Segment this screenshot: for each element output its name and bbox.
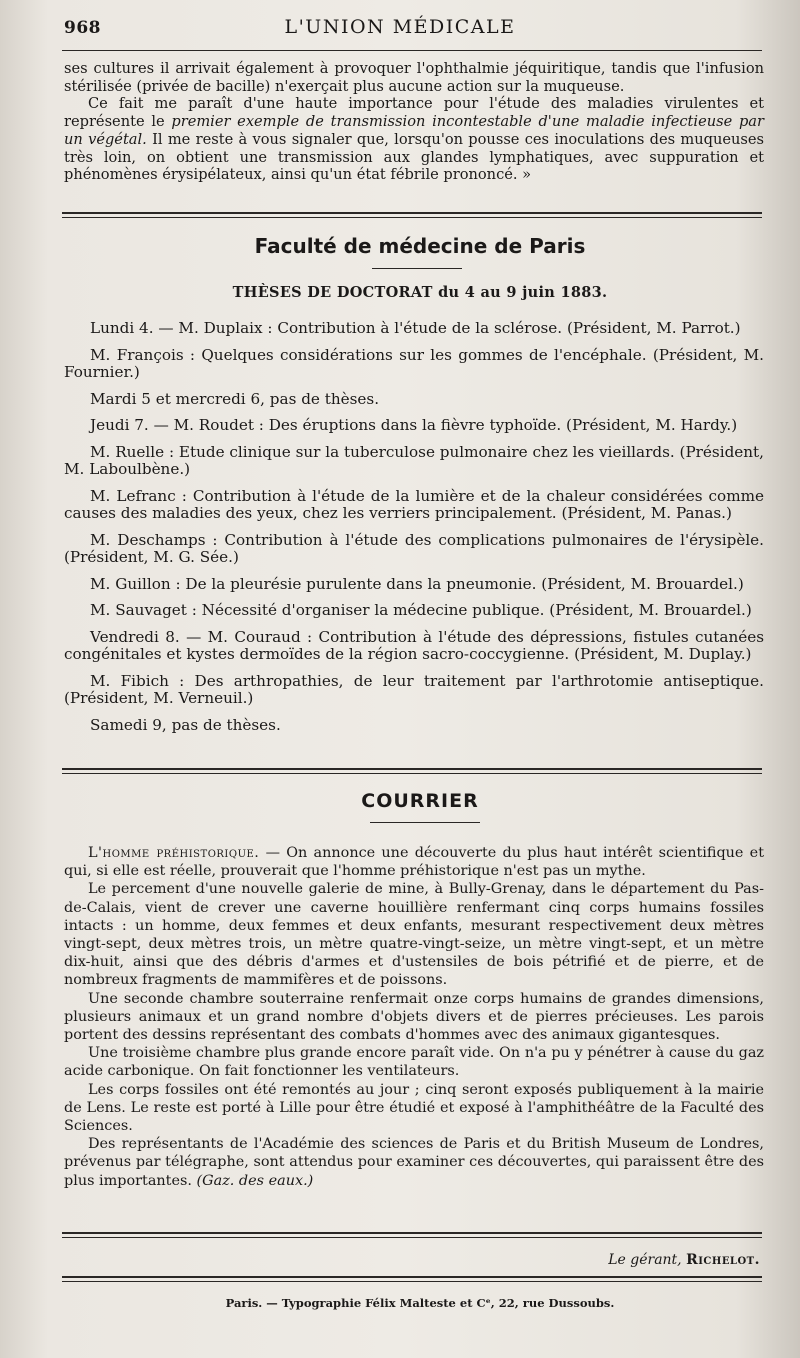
thesis-entry: M. Fibich : Des arthropathies, de leur traitement par l'arthrotomie antiseptique. (Président, M. Verneuil.) — [64, 671, 764, 707]
courrier-lead-label: L'homme préhistorique. — [88, 845, 260, 861]
intro-p2-end: Il me reste à vous signaler que, lorsqu'on pousse ces inoculations des muqueuses très loin, on obtient une transmission aux glandes lymphatiques, avec suppuration et phénomènes érysipélateux, ainsi qu'un état fébrile prononcé. » — [64, 130, 764, 184]
courrier-title-rule — [370, 822, 480, 823]
section-separator-rule — [62, 768, 762, 774]
thesis-entry: Mardi 5 et mercredi 6, pas de thèses. — [90, 389, 380, 408]
courrier-source: (Gaz. des eaux.) — [196, 1172, 314, 1189]
courrier-section — [64, 844, 764, 1190]
thesis-entry: Vendredi 8. — M. Couraud : Contribution à l'étude des dépressions, fistules cutanées congénitales et kystes dermoïdes de la région sacro-coccygienne. (Président, M. Duplay.) — [64, 627, 764, 663]
faculte-title-rule — [372, 268, 462, 269]
courrier-lead-paragraph — [64, 844, 764, 880]
courrier-paragraph: Le percement d'une nouvelle galerie de mine, à Bully-Grenay, dans le département du Pas-de-Calais, vient de crever une caverne houillière renfermant cinq corps humains fossiles intacts : un homme, deux femmes et deux enfants, mesurant respectivement deux mètres vingt-sept, deux mètres trois, un mètre quatre-vingt-seize, un mètre vingt-sept, et un mètre dix-huit, ainsi que des débris d'armes et d'ustensiles de bois pétrifié et de pierre, et de nombreux fragments de mammifères et de poissons. — [64, 881, 764, 989]
signature — [520, 1252, 760, 1268]
thesis-entry: M. Lefranc : Contribution à l'étude de la lumière et de la chaleur considérées comme causes des maladies des yeux, chez les verriers principalement. (Président, M. Panas.) — [64, 486, 764, 522]
thesis-entry: Jeudi 7. — M. Roudet : Des éruptions dans la fièvre typhoïde. (Président, M. Hardy.) — [90, 416, 738, 434]
page-number: 968 — [64, 18, 101, 38]
courrier-last-paragraph — [64, 1135, 764, 1190]
thesis-entry: Lundi 4. — M. Duplaix : Contribution à l'étude de la sclérose. (Président, M. Parrot.) — [90, 319, 741, 337]
courrier-paragraph: Une seconde chambre souterraine renfermait onze corps humains de grandes dimensions, plusieurs animaux et un grand nombre d'objets divers et de pierres précieuses. Les parois portent des dessins représentant des combats d'hommes avec des animaux gigantesques. — [64, 990, 764, 1044]
section-separator-rule — [62, 212, 762, 218]
signature-rule — [62, 1232, 762, 1238]
courrier-paragraph: Une troisième chambre plus grande encore paraît vide. On n'a pu y pénétrer à cause du gaz acide carbonique. On fait fonctionner les ventilateurs. — [64, 1045, 764, 1080]
theses-list — [64, 320, 764, 743]
journal-title: L'UNION MÉDICALE — [284, 16, 516, 38]
printer-footer: Paris. — Typographie Félix Malteste et Cᵉ, 22, rue Dussoubs. — [225, 1296, 615, 1310]
courrier-last-text: Des représentants de l'Académie des sciences de Paris et du British Museum de Londres, prévenus par télégraphe, sont attendus pour examiner ces découvertes, qui paraissent être des plus importantes. — [64, 1136, 764, 1189]
intro-p2-start: Ce fait me paraît d'une haute importance pour l'étude des maladies virulentes et représente le — [64, 95, 764, 131]
thesis-entry: M. François : Quelques considérations sur les gommes de l'encéphale. (Président, M. Fournier.) — [64, 345, 764, 381]
thesis-entry: Samedi 9, pas de thèses. — [90, 715, 281, 734]
intro-paragraph-1: ses cultures il arrivait également à provoquer l'ophthalmie jéquiritique, tandis que l'infusion stérilisée (privée de bacille) n'exerçait plus aucune action sur la muqueuse. — [64, 60, 764, 95]
courrier-lead-text: — On annonce une découverte du plus haut intérêt scientifique et qui, si elle est réelle, prouverait que l'homme préhistorique n'est pas un mythe. — [64, 845, 764, 880]
footer-rule — [62, 1276, 762, 1282]
thesis-entry: M. Deschamps : Contribution à l'étude des complications pulmonaires de l'érysipèle. (Président, M. G. Sée.) — [64, 530, 764, 566]
theses-subtitle: THÈSES DE DOCTORAT du 4 au 9 juin 1883. — [232, 284, 608, 301]
courrier-title: COURRIER — [361, 790, 479, 812]
intro-p2-italic: premier exemple de transmission incontestable d'une maladie infectieuse par un végétal. — [64, 113, 764, 148]
faculte-title: Faculté de médecine de Paris — [254, 234, 586, 258]
thesis-entry: M. Sauvaget : Nécessité d'organiser la médecine publique. (Président, M. Brouardel.) — [90, 601, 752, 619]
signature-name: Richelot. — [686, 1252, 760, 1268]
thesis-entry: M. Guillon : De la pleurésie purulente dans la pneumonie. (Président, M. Brouardel.) — [90, 574, 744, 593]
header-rule — [62, 50, 762, 51]
intro-section — [64, 60, 764, 184]
signature-label: Le gérant, — [608, 1252, 682, 1268]
intro-paragraph-2 — [64, 95, 764, 184]
courrier-paragraph: Les corps fossiles ont été remontés au jour ; cinq seront exposés publiquement à la mairie de Lens. Le reste est porté à Lille pour être étudié et exposé à l'amphithéâtre de la Faculté des Sciences. — [64, 1081, 764, 1135]
thesis-entry: M. Ruelle : Etude clinique sur la tuberculose pulmonaire chez les vieillards. (Président, M. Laboulbène.) — [64, 442, 764, 478]
